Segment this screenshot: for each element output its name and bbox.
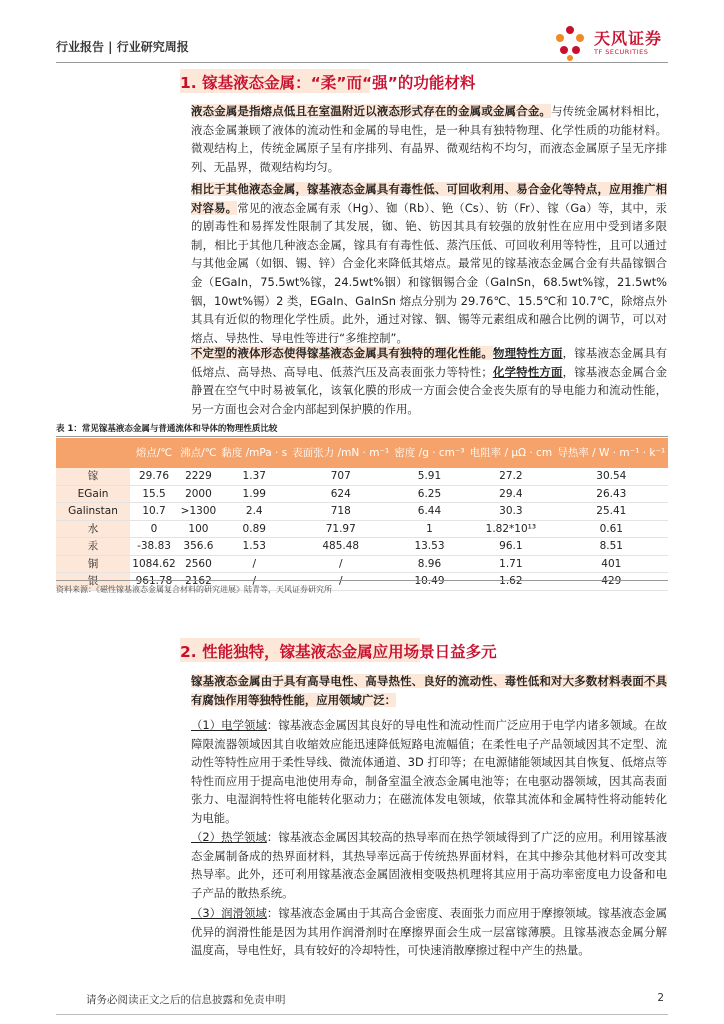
- table-row: [56, 485, 668, 503]
- section2-intro: [191, 672, 667, 709]
- p2-lead: 相比于其他液态金属，镓基液态金属具有毒性低、可回收利用、易合金化等特点，应用推广相对容易。: [191, 182, 667, 215]
- thermal-paragraph: [191, 828, 667, 902]
- table-cell: 1.62: [467, 573, 555, 591]
- section1-paragraph-3: [191, 344, 667, 418]
- table-cell: 26.43: [555, 485, 668, 503]
- table-cell: 29.76: [130, 468, 178, 485]
- lubrication-label: （3）润滑领域: [191, 906, 267, 920]
- table-cell: 100: [178, 520, 219, 538]
- table-cell: 5.91: [392, 468, 467, 485]
- thermal-label: （2）热学领域: [191, 830, 267, 844]
- table-cell: /: [219, 573, 290, 591]
- table-cell: -38.83: [130, 538, 178, 556]
- table-header-row: [56, 438, 668, 468]
- table-cell: 0.89: [219, 520, 290, 538]
- table-cell: 8.51: [555, 538, 668, 556]
- p3-physical-label: 物理特性方面: [492, 346, 563, 360]
- table-row-label: EGain: [56, 485, 130, 503]
- table-cell: 624: [290, 485, 392, 503]
- table-row: [56, 468, 668, 485]
- page-number: 2: [657, 992, 664, 1004]
- logo-name: 天风证券: [594, 29, 663, 48]
- table-row: [56, 520, 668, 538]
- thermal-text: ：镓基液态金属因其较高的热导率而在热学领域得到了广泛的应用。利用镓基液态金属制备成的热界面材料，其热导率远高于传统热界面材料，在其中掺杂其他材料可改变其热导率。此外，还可利用镓基液态金属固液相变吸热机理将其应用于高功率密度电力设备和电子产品的散热系统。: [191, 830, 667, 900]
- table-cell: 96.1: [467, 538, 555, 556]
- table-row-label: 水: [56, 520, 130, 538]
- p3-chemical-label: 化学特性方面: [492, 364, 563, 379]
- logo-subtitle: TF SECURITIES: [594, 48, 649, 56]
- table-row-label: 汞: [56, 538, 130, 556]
- table-cell: 1.71: [467, 555, 555, 573]
- table-header-cell: 表面张力 /mN · m⁻¹: [290, 438, 392, 468]
- table-header-cell: [56, 438, 130, 468]
- electrical-text: ：镓基液态金属因其良好的导电性和流动性而广泛应用于电学内诸多领域。在故障限流器领域因其自收缩效应能迅速降低短路电流幅值；在柔性电子产品领域因其不定型、流动性等特性应用于柔性导线、微流体通道、3D 打印等；在电源储能领域因其自恢复、低熔点等特性而应用于提高电池使用寿命，制备室温全液态金属电池等；在电驱动器领域，因其高表面张力、电湿润特性将电能转化驱动力；在磁流体发电领域，依靠其流体和金属特性将动能转化为电能。: [191, 718, 667, 825]
- table-row: [56, 503, 668, 521]
- table-header-cell: 密度 /g · cm⁻³: [392, 438, 467, 468]
- table-cell: 6.44: [392, 503, 467, 521]
- table-cell: 1.53: [219, 538, 290, 556]
- caption-divider: [56, 436, 668, 437]
- table-row-label: 银: [56, 573, 130, 591]
- table-cell: 15.5: [130, 485, 178, 503]
- table-source: 资料来源：《磁性镓基液态金属复合材料的研究进展》陆青等，天风证券研究所: [56, 585, 332, 594]
- lubrication-paragraph: [191, 904, 667, 960]
- table-cell: 0: [130, 520, 178, 538]
- table-cell: 8.96: [392, 555, 467, 573]
- table-cell: 2000: [178, 485, 219, 503]
- p1-body: 与传统金属材料相比，液态金属兼顾了液体的流动性和金属的导电性，是一种具有独特物理、化学性质的功能材料。微观结构上，传统金属原子呈有序排列、有晶界、微观结构不均匀，而液态金属原子呈无序排列、无晶界，微观结构均匀。: [191, 104, 667, 174]
- table-row: [56, 538, 668, 556]
- source-divider: [56, 580, 668, 581]
- table-cell: 429: [555, 573, 668, 591]
- table-cell: 25.41: [555, 503, 668, 521]
- table-cell: 1.99: [219, 485, 290, 503]
- table-cell: 1.37: [219, 468, 290, 485]
- lubrication-text: ：镓基液态金属由于其高合金密度、表面张力而应用于摩擦领域。镓基液态金属优异的润滑性能是因为其用作润滑剂时在摩擦界面会生成一层富镓薄膜。且镓基液态金属分解温度高，导电性好，具有较好的冷却特性，可快速消散摩擦过程中产生的热量。: [191, 906, 667, 958]
- company-logo: [550, 24, 668, 62]
- p3-physical-text: ，镓基液态金属具有低熔点、高导热、高导电、低蒸汽压及高表面张力等特性；: [191, 346, 667, 379]
- footer-divider: [56, 1014, 668, 1015]
- table-row: [56, 555, 668, 573]
- table-cell: 401: [555, 555, 668, 573]
- electrical-label: （1）电学领域: [191, 718, 267, 732]
- table-row-label: 镓: [56, 468, 130, 485]
- section1-paragraph-1: [191, 102, 667, 176]
- table-cell: 1.82*10¹³: [467, 520, 555, 538]
- table-cell: 10.7: [130, 503, 178, 521]
- p2-body: 常见的液态金属有汞（Hg）、铷（Rb）、铯（Cs）、钫（Fr）、镓（Ga）等，其中，汞的剧毒性和易挥发性限制了其发展，铷、铯、钫因其具有较强的放射性在应用中受到诸多限制，相比于其他几种液态金属，镓具有有毒性低、蒸汽压低、可回收利用等特性，且可以通过与其他金属（如铟、锡、锌）合金化来降低其熔点。最常见的镓基液态金属合金有共晶镓铟合金（EGaIn，75.5wt%镓，24.5wt%铟）和镓铟锡合金（GaInSn，68.5wt%镓，21.5wt%铟，10wt%锡）2 类，EGaIn、GaInSn 熔点分别为 29.76℃、15.5℃和 10.7℃，除熔点外其具有近似的物理化学性质。此外，通过对镓、铟、锡等元素组成和融合比例的调节，可以对熔点、导热性、导电性等进行“多维控制”。: [191, 200, 667, 345]
- table-cell: 6.25: [392, 485, 467, 503]
- table-row-label: Galinstan: [56, 503, 130, 521]
- report-category: 行业报告 | 行业研究周报: [56, 40, 189, 54]
- table-cell: 1: [392, 520, 467, 538]
- table-cell: 2162: [178, 573, 219, 591]
- table-cell: 71.97: [290, 520, 392, 538]
- table-cell: 2.4: [219, 503, 290, 521]
- table-caption: 表 1：常见镓基液态金属与普通流体和导体的物理性质比较: [56, 424, 278, 434]
- table-cell: 27.2: [467, 468, 555, 485]
- section2-title: 2. 性能独特，镓基液态金属应用场景日益多元: [180, 643, 497, 661]
- table-cell: 1084.62: [130, 555, 178, 573]
- table-cell: 485.48: [290, 538, 392, 556]
- table-cell: 10.49: [392, 573, 467, 591]
- table-cell: >1300: [178, 503, 219, 521]
- properties-table: [56, 438, 668, 591]
- table-header-cell: 电阻率 / μΩ · cm: [467, 438, 555, 468]
- table-cell: 718: [290, 503, 392, 521]
- table-cell: 707: [290, 468, 392, 485]
- table-cell: 2229: [178, 468, 219, 485]
- table-cell: 29.4: [467, 485, 555, 503]
- electrical-paragraph: [191, 716, 667, 828]
- table-cell: /: [290, 573, 392, 591]
- footer-disclaimer: 请务必阅读正文之后的信息披露和免责申明: [86, 994, 286, 1006]
- table-cell: 2560: [178, 555, 219, 573]
- p3-chemical-text: ，镓基液态金属合金静置在空气中时易被氧化，该氧化膜的形成一方面会使合金丧失原有的导电能力和流动性能，另一方面也会对合金内部起到保护膜的作用。: [191, 364, 667, 416]
- table-header-cell: 黏度 /mPa · s: [219, 438, 290, 468]
- p1-lead: 液态金属是指熔点低且在室温附近以液态形式存在的金属或金属合金。: [191, 104, 552, 118]
- p3-lead: 不定型的液体形态使得镓基液态金属具有独特的理化性能。: [191, 346, 493, 360]
- section1-title: 1. 镓基液态金属：“柔”而“强”的功能材料: [180, 74, 476, 92]
- table-cell: 356.6: [178, 538, 219, 556]
- table-header-cell: 导热率 / W · m⁻¹ · k⁻¹: [555, 438, 668, 468]
- table-cell: 30.54: [555, 468, 668, 485]
- table-cell: /: [290, 555, 392, 573]
- table-header-cell: 熔点/℃: [130, 438, 178, 468]
- table-cell: 961.78: [130, 573, 178, 591]
- table-row-label: 铜: [56, 555, 130, 573]
- section2-intro-text: 镓基液态金属由于具有高导电性、高导热性、良好的流动性、毒性低和对大多数材料表面不具有腐蚀作用等独特性能，应用领域广泛：: [191, 674, 667, 707]
- table-cell: 30.3: [467, 503, 555, 521]
- table-cell: 13.53: [392, 538, 467, 556]
- table-header-cell: 沸点/℃: [178, 438, 219, 468]
- table-cell: 0.61: [555, 520, 668, 538]
- logo-icon: [550, 24, 590, 62]
- table-cell: /: [219, 555, 290, 573]
- header-divider: [56, 62, 668, 63]
- section1-paragraph-2: [191, 180, 667, 347]
